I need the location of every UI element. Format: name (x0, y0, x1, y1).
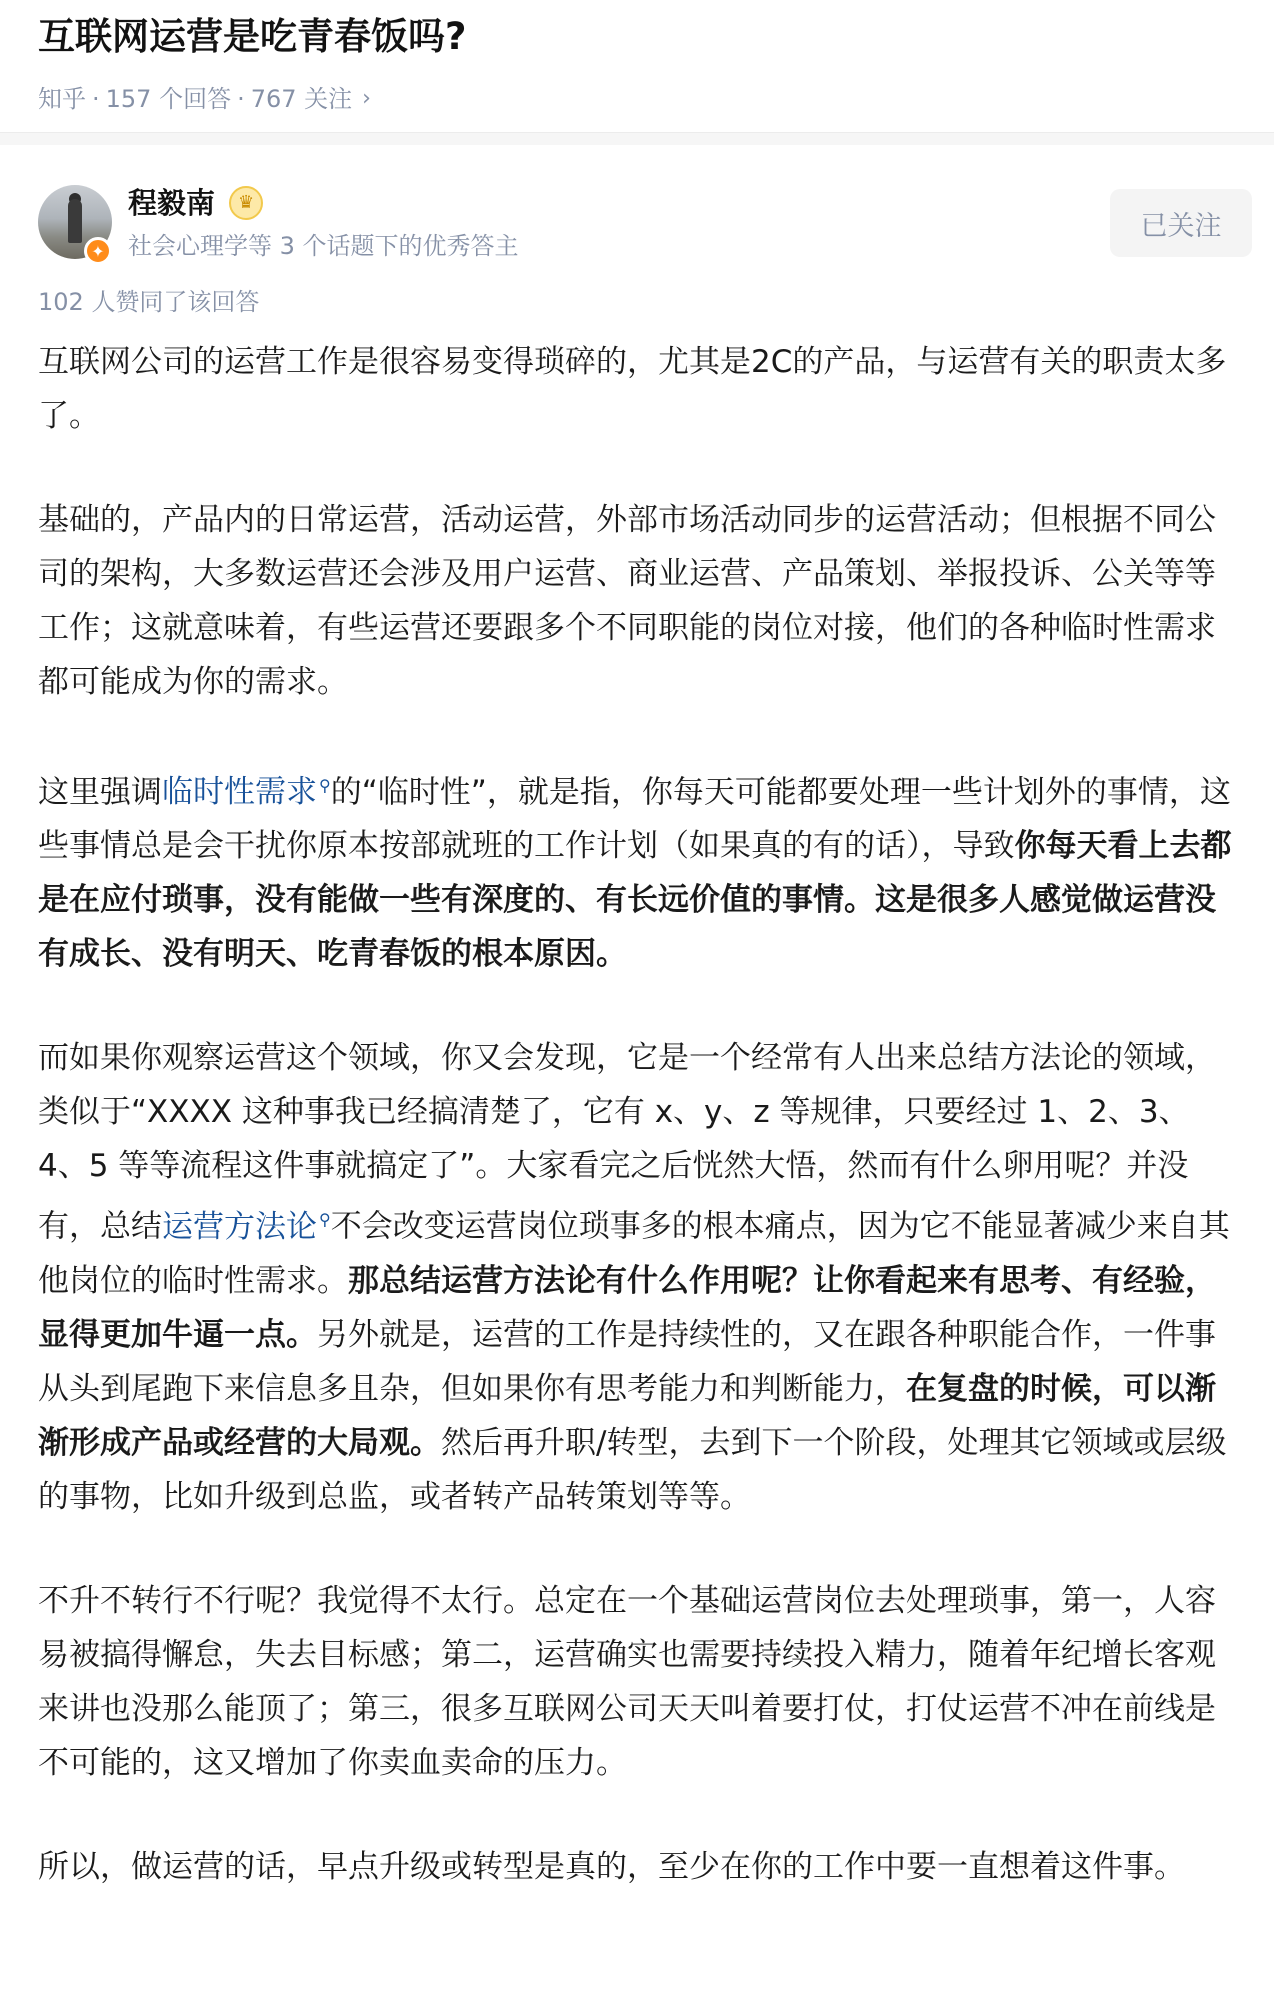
text: 这里强调 (38, 774, 162, 811)
text: 然后再升职/转型，去到下一个阶段，处理其它领域或层级的事物，比如升级到总监，或者转产品转策划等等。 (38, 1424, 1227, 1515)
follower-count: 767 关注 (250, 85, 353, 113)
text: 而如果你观察运营这个领域，你又会发现，它是一个经常有人出来总结方法论的领域，类似于“XXXX 这种事我已经搞清楚了，它有 x、y、z 等规律，只要经过 1、2、3、4、5 等等流程这件事就搞定了”。大家看完之后恍然大悟，然而有什么卵用呢？并没有，总结 (38, 1040, 1216, 1245)
answer-content (0, 335, 1274, 1894)
paragraph-2: 基础的，产品内的日常运营，活动运营，外部市场活动同步的运营活动；但根据不同公司的架构，大多数运营还会涉及用户运营、商业运营、产品策划、举报投诉、公关等等工作；这就意味着，有些运营还要跟多个不同职能的岗位对接，他们的各种临时性需求都可能成为你的需求。 (38, 502, 1216, 700)
link-text[interactable]: 临时性需求 (162, 774, 317, 811)
text: 不会改变运营岗位琐事多的根本痛点，因为它不能显著减少来自其他岗位的临时性需求。 (38, 1208, 1230, 1299)
likes-count: 102 人赞同了该回答 (38, 288, 260, 316)
meta-separator: · (237, 85, 245, 113)
text: 另外就是，运营的工作是持续性的，又在跟各种职能合作，一件事从头到尾跑下来信息多且杂，但如果你有思考能力和判断能力， (38, 1316, 1216, 1407)
link-text[interactable]: 运营方法论 (162, 1208, 317, 1245)
answer-count: 157 个回答 (105, 85, 232, 113)
question-meta[interactable] (38, 84, 1236, 114)
follow-button[interactable]: 已关注 (1110, 189, 1252, 257)
topic-link[interactable] (162, 774, 331, 810)
topic-link[interactable] (162, 1209, 331, 1245)
source-label: 知乎 (38, 85, 86, 113)
excellent-answerer-badge-icon: ✦ (84, 237, 112, 265)
question-header (0, 0, 1274, 132)
paragraph-3 (38, 759, 1236, 981)
crown-icon: ♛ (229, 186, 263, 220)
author-description: 社会心理学等 3 个话题下的优秀答主 (128, 232, 519, 260)
paragraph-4 (38, 1031, 1236, 1523)
bold-text: 在复盘的时候，可以渐渐形成产品或经营的大局观。 (38, 1370, 1216, 1461)
search-icon: ⚲ (319, 1210, 331, 1230)
paragraph-5: 不升不转行不行呢？我觉得不太行。总定在一个基础运营岗位去处理琐事，第一，人容易被搞得懈怠，失去目标感；第二，运营确实也需要持续投入精力，随着年纪增长客观来讲也没那么能顶了；第三，很多互联网公司天天叫着要打仗，打仗运营不冲在前线是不可能的，这又增加了你卖血卖命的压力。 (38, 1582, 1216, 1781)
bold-text: 你每天看上去都是在应付琐事，没有能做一些有深度的、有长远价值的事情。这是很多人感觉做运营没有成长、没有明天、吃青春饭的根本原因。 (38, 828, 1232, 973)
paragraph-6: 所以，做运营的话，早点升级或转型是真的，至少在你的工作中要一直想着这件事。 (38, 1848, 1185, 1885)
section-divider (0, 132, 1274, 145)
question-title[interactable]: 互联网运营是吃青春饭吗? (38, 15, 467, 58)
paragraph-1: 互联网公司的运营工作是很容易变得琐碎的，尤其是2C的产品，与运营有关的职责太多了。 (38, 344, 1227, 434)
author-name[interactable]: 程毅南 (128, 186, 216, 220)
search-icon: ⚲ (319, 776, 331, 795)
chevron-right-icon: › (362, 86, 371, 111)
author-card (0, 181, 1274, 293)
avatar-figure-body (68, 199, 82, 243)
author-name-row[interactable] (128, 183, 263, 223)
meta-separator: · (92, 85, 100, 113)
bold-text: 那总结运营方法论有什么作用呢？让你看起来有思考、有经验，显得更加牛逼一点。 (38, 1262, 1216, 1353)
text: 的“临时性”，就是指，你每天可能都要处理一些计划外的事情，这些事情总是会干扰你原本按部就班的工作计划（如果真的有的话），导致 (38, 774, 1231, 865)
